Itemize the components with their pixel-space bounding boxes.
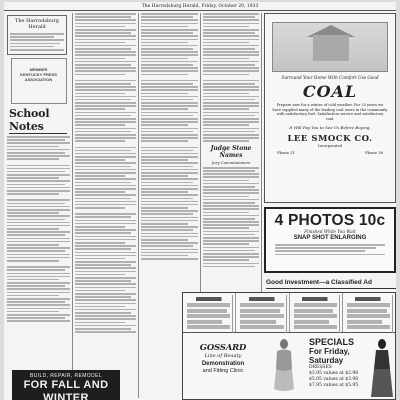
coal-headline: COAL — [302, 82, 358, 101]
photos-advertisement — [264, 207, 396, 273]
coal-advertisement — [264, 13, 396, 203]
coal-tagline: Surround Your Home With Comfort Use Good — [281, 75, 379, 80]
column-2 — [75, 13, 136, 367]
specials-line: $7.95 values at $5.95 — [309, 383, 359, 388]
classified-ad-banner: Good Investment—a Classified Ad — [266, 277, 396, 289]
build-small-text: BUILD, REPAIR, REMODEL — [29, 373, 103, 379]
coal-incorporated: Incorporated — [318, 144, 342, 148]
judge-headline: Judge Stone Names — [210, 144, 252, 159]
column-divider — [138, 13, 139, 398]
gossard-demo: Demonstration — [201, 361, 245, 367]
kpa-line: ASSOCIATION — [24, 77, 53, 82]
gossard-subline: Line of Beauty — [204, 353, 242, 359]
specials-line: $5.95 values at $3.98 — [309, 377, 359, 382]
build-headline: FOR FALL AND WINTER — [23, 379, 109, 400]
coal-company-name: LEE SMOCK CO. — [287, 134, 373, 144]
judge-subheadline: Jury Commissioners — [211, 159, 251, 165]
kpa-line: KENTUCKY PRESS — [20, 72, 57, 77]
specials-section — [309, 337, 367, 399]
column-4 — [203, 13, 259, 289]
build-repair-advertisement — [12, 370, 120, 400]
coal-phone-left: Phone 31 — [277, 150, 296, 155]
press-association-badge — [11, 58, 67, 104]
specials-line: DRESSES — [309, 365, 332, 370]
gossard-name: GOSSARD — [199, 343, 247, 353]
store-advertisement — [182, 292, 396, 400]
kpa-line: MEMBER — [29, 67, 48, 72]
specials-line: $3.95 values at $2.98 — [309, 371, 359, 376]
house-illustration — [272, 22, 388, 72]
coal-body-text: Prepare now for a winter of cold weather. For 25 years we have supplied many of the leading coal users in the community with satisfactory fuel. Satisfaction service and satisfactory coal. — [272, 103, 388, 121]
fashion-figure-illustration — [369, 337, 395, 399]
gossard-section — [185, 337, 261, 399]
ad-top-strip — [183, 293, 395, 333]
specials-day2: Saturday — [309, 356, 344, 365]
coal-subline: It Will Pay You to See Us Before Buying. — [289, 125, 371, 130]
specials-day1: For Friday, — [309, 347, 350, 356]
photos-headline: 4 PHOTOS 10c — [274, 212, 386, 229]
snapshot-enlarging: SNAP SHOT ENLARGING — [293, 235, 367, 241]
corset-figure-illustration — [265, 337, 303, 397]
coal-phone-right: Phone 36 — [364, 150, 383, 155]
column-3 — [141, 13, 198, 289]
specials-title: SPECIALS — [309, 337, 355, 347]
page-header: The Harrodsburg Herald, Friday, October 20, 1933 — [4, 2, 396, 11]
school-notes-text — [7, 136, 70, 322]
school-notes-heading: School Notes — [9, 107, 67, 134]
column-divider — [72, 13, 73, 398]
masthead-box — [7, 15, 67, 55]
newspaper-title: The Harrodsburg Herald — [14, 18, 59, 30]
gossard-fitting: and Fitting Clinic — [202, 368, 244, 374]
newspaper-page — [4, 2, 396, 400]
column-1 — [7, 13, 70, 398]
photos-subline: Finished While You Wait — [304, 229, 356, 234]
